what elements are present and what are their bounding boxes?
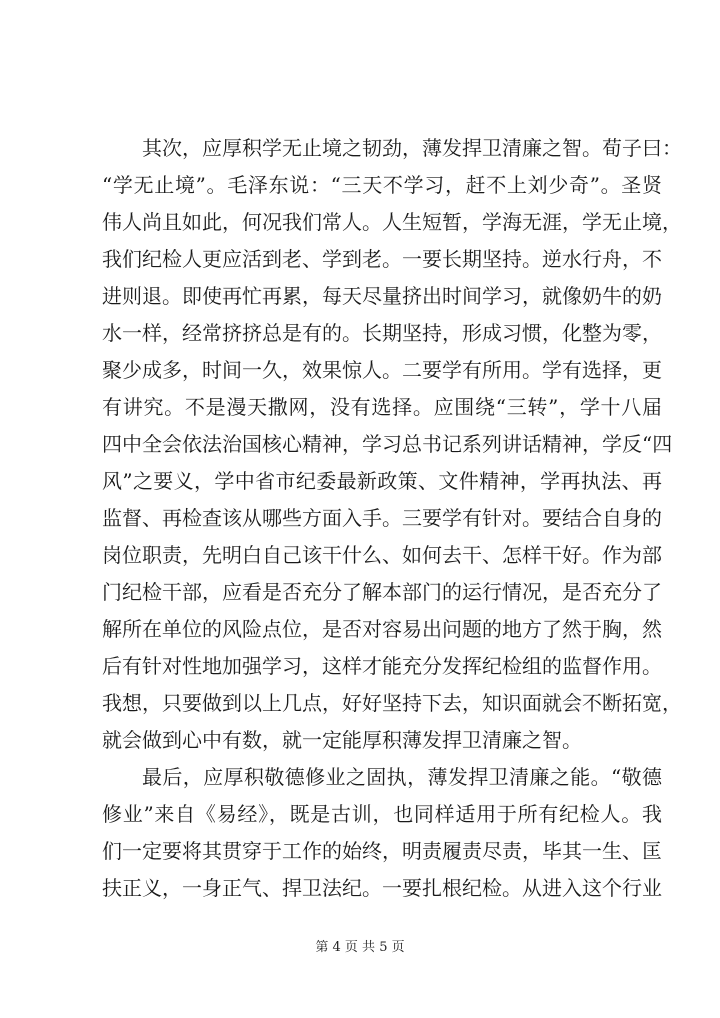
text-line: 进则退。即使再忙再累，每天尽量挤出时间学习，就像奶牛的奶	[102, 284, 662, 308]
text-line: 扶正义，一身正气、捍卫法纪。一要扎根纪检。从进入这个行业	[102, 876, 662, 900]
text-line: 门纪检干部，应看是否充分了解本部门的运行情况，是否充分了	[102, 580, 662, 604]
text-line: 我想，只要做到以上几点，好好坚持下去，知识面就会不断拓宽，	[102, 691, 682, 715]
text-line: “学无止境”。毛泽东说：“三天不学习，赶不上刘少奇”。圣贤	[102, 173, 662, 197]
text-line: 监督、再检查该从哪些方面入手。三要学有针对。要结合自身的	[102, 506, 662, 530]
text-line: 风”之要义，学中省市纪委最新政策、文件精神，学再执法、再	[102, 469, 662, 493]
text-line: 其次，应厚积学无止境之韧劲，薄发捍卫清廉之智。荀子曰：	[142, 136, 682, 160]
text-line: 伟人尚且如此，何况我们常人。人生短暂，学海无涯，学无止境，	[102, 210, 682, 234]
paragraph-2	[102, 759, 662, 907]
text-line: 聚少成多，时间一久，效果惊人。二要学有所用。学有选择，更	[102, 358, 662, 382]
text-line: 有讲究。不是漫天撒网，没有选择。应围绕“三转”，学十八届	[102, 395, 662, 419]
text-line: 们一定要将其贯穿于工作的始终，明责履责尽责，毕其一生、匡	[102, 839, 662, 863]
text-line: 最后，应厚积敬德修业之固执，薄发捍卫清廉之能。“敬德	[142, 765, 662, 789]
page-number-footer: 第 4 页 共 5 页	[315, 940, 405, 955]
text-line: 岗位职责，先明白自己该干什么、如何去干、怎样干好。作为部	[102, 543, 662, 567]
text-line: 解所在单位的风险点位，是否对容易出问题的地方了然于胸，然	[102, 617, 662, 641]
paragraph-1	[102, 130, 682, 759]
text-line: 四中全会依法治国核心精神，学习总书记系列讲话精神，学反“四	[102, 432, 673, 456]
text-line: 我们纪检人更应活到老、学到老。一要长期坚持。逆水行舟，不	[102, 247, 662, 271]
text-line: 修业”来自《易经》，既是古训，也同样适用于所有纪检人。我	[102, 802, 662, 826]
text-line: 后有针对性地加强学习，这样才能充分发挥纪检组的监督作用。	[102, 654, 662, 678]
text-line: 水一样，经常挤挤总是有的。长期坚持，形成习惯，化整为零，	[102, 321, 662, 345]
text-line: 就会做到心中有数，就一定能厚积薄发捍卫清廉之智。	[102, 728, 582, 752]
body-text	[102, 130, 682, 907]
